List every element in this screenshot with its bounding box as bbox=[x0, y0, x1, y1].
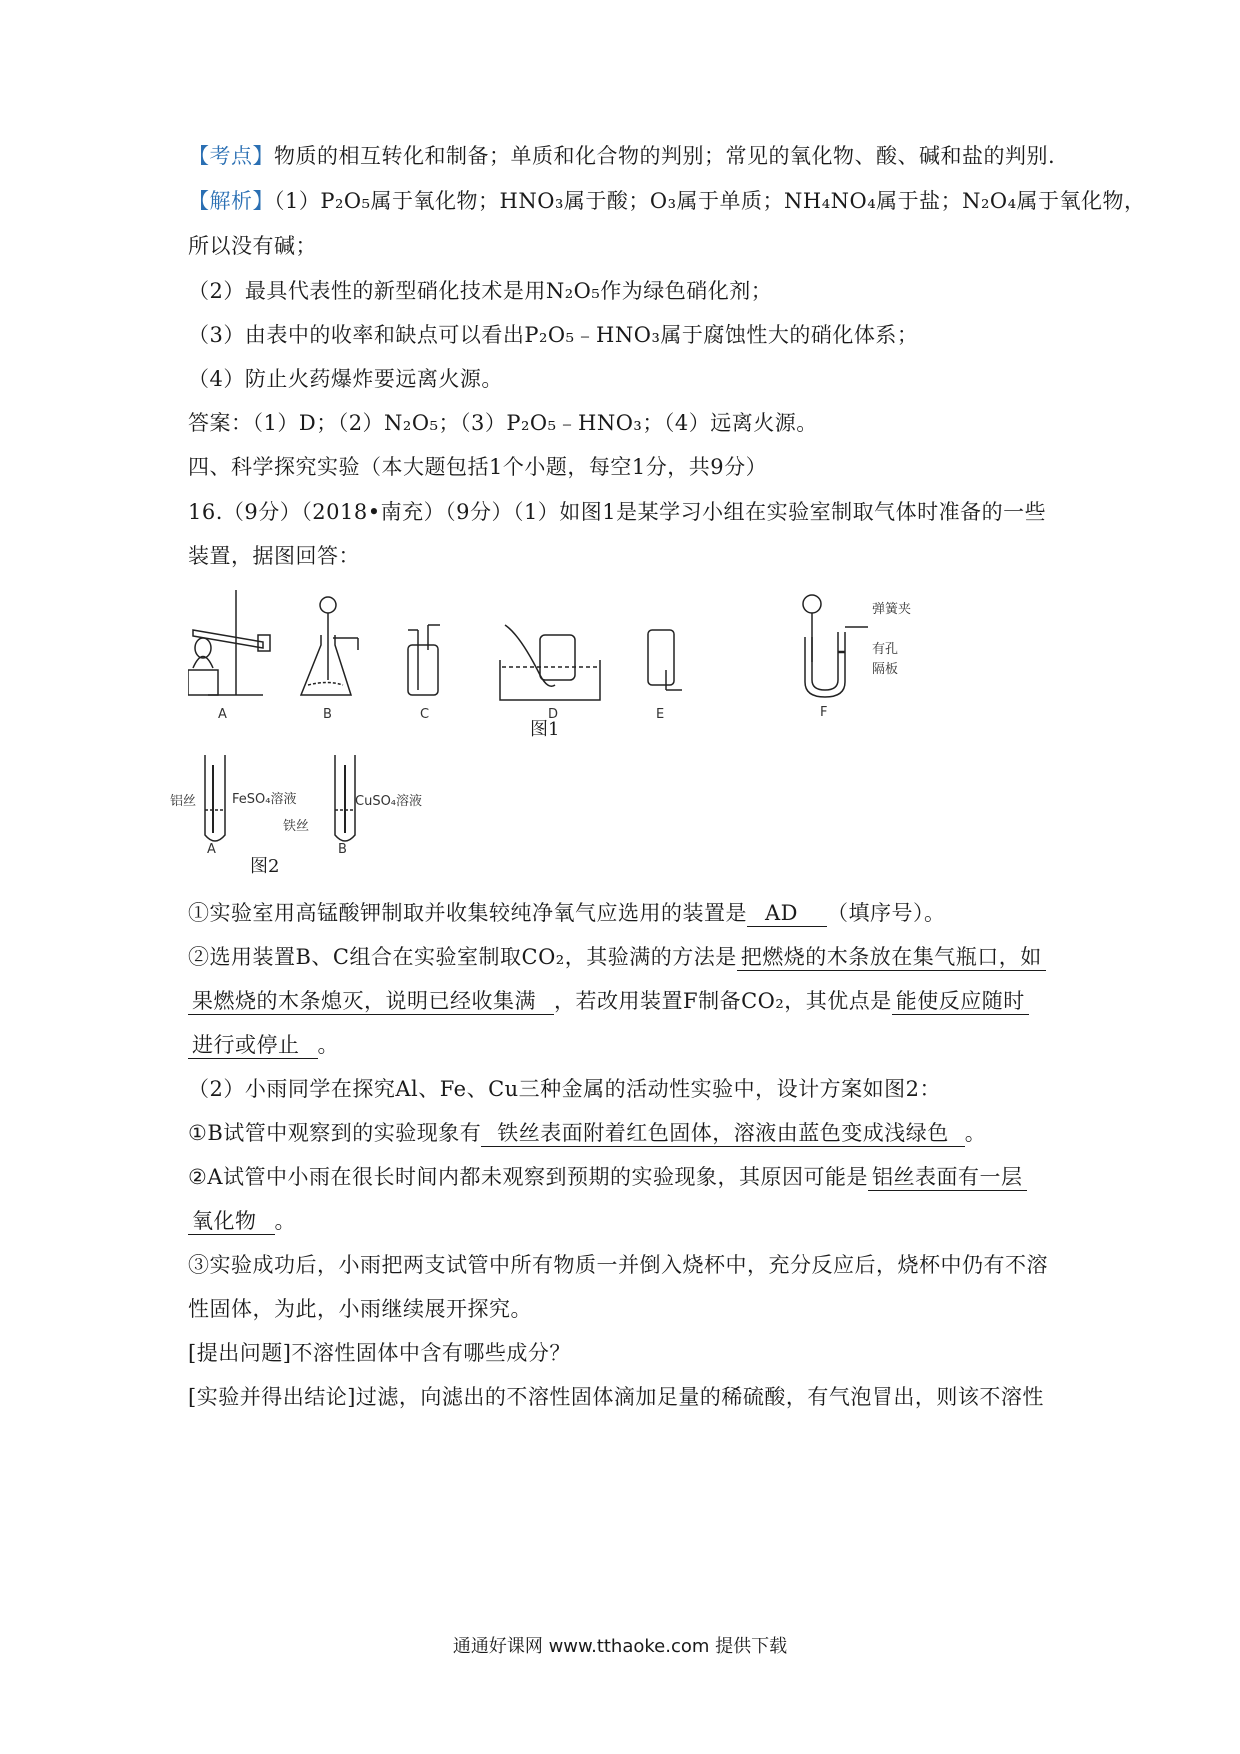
part-6-line-1: ③实验成功后，小雨把两支试管中所有物质一并倒入烧杯中，充分反应后，烧杯中仍有不溶 bbox=[188, 1253, 1048, 1277]
fig2-label-b: B bbox=[338, 842, 347, 857]
jiexi-line-4: （3）由表中的收率和缺点可以看出P₂O₅﹣HNO₃属于腐蚀性大的硝化体系； bbox=[188, 323, 919, 347]
part-1-text: ①实验室用高锰酸钾制取并收集较纯净氧气应选用的装置是 bbox=[188, 901, 747, 925]
part-5-answer-2: 氧化物 bbox=[188, 1208, 275, 1235]
part-5-answer-1: 铝丝表面有一层 bbox=[868, 1164, 1027, 1191]
kaodian-line bbox=[188, 141, 1055, 171]
part-1-answer: AD bbox=[747, 900, 827, 927]
jiexi-line-3: （2）最具代表性的新型硝化技术是用N₂O₅作为绿色硝化剂； bbox=[188, 279, 773, 303]
fe-wire-label: 铁丝 bbox=[283, 819, 310, 834]
perforated-plate-label-1: 有孔 bbox=[872, 642, 899, 657]
jiexi-line-1 bbox=[188, 186, 1146, 216]
part-5-suffix: 。 bbox=[274, 1209, 296, 1233]
part-2-answer-2: 果燃烧的木条熄灭，说明已经收集满 bbox=[188, 988, 554, 1015]
fig1-label-c: C bbox=[420, 707, 430, 722]
apparatus-e bbox=[648, 630, 682, 690]
part-4-answer: 铁丝表面附着红色固体，溶液由蓝色变成浅绿色 bbox=[481, 1120, 965, 1147]
feso4-label: FeSO₄溶液 bbox=[232, 792, 297, 807]
fig1-label-d: D bbox=[548, 707, 559, 722]
test-tube-a bbox=[205, 755, 225, 841]
al-wire-label: 铝丝 bbox=[170, 794, 197, 809]
question-16-line-1: 16.（9分）（2018•南充）（9分）（1）如图1是某学习小组在实验室制取气体时准备的一些 bbox=[188, 500, 1047, 524]
kaodian-tag: 【考点】 bbox=[188, 144, 274, 168]
apparatus-f-drawing bbox=[800, 592, 870, 707]
test-tube-b bbox=[335, 755, 355, 841]
part-2-text: ②选用装置B、C组合在实验室制取CO₂，其验满的方法是 bbox=[188, 945, 737, 969]
spring-clip-label: 弹簧夹 bbox=[872, 602, 912, 617]
fig1-label-f: F bbox=[820, 705, 828, 720]
part-4-line bbox=[188, 1118, 986, 1148]
part-5-line-1 bbox=[188, 1162, 1027, 1192]
section-title: 四、科学探究实验（本大题包括1个小题，每空1分，共9分） bbox=[188, 455, 768, 479]
part-5-text: ②A试管中小雨在很长时间内都未观察到预期的实验现象，其原因可能是 bbox=[188, 1165, 868, 1189]
part-2-answer-4: 进行或停止 bbox=[188, 1032, 318, 1059]
conclusion-line: [实验并得出结论]过滤，向滤出的不溶性固体滴加足量的稀硫酸，有气泡冒出，则该不溶性 bbox=[188, 1385, 1044, 1409]
figure-2 bbox=[200, 755, 430, 865]
jiexi-line-2: 所以没有碱； bbox=[188, 234, 317, 258]
part-2-suffix: 。 bbox=[317, 1033, 339, 1057]
part-1-line bbox=[188, 898, 946, 928]
part-2-answer-1: 把燃烧的木条放在集气瓶口，如 bbox=[737, 944, 1046, 971]
figure-2-title: 图2 bbox=[250, 856, 280, 877]
jiexi-line-5: （4）防止火药爆炸要远离火源。 bbox=[188, 367, 503, 391]
part-2-line-3 bbox=[188, 1030, 339, 1060]
part-5-line-2 bbox=[188, 1206, 296, 1236]
fig1-label-e: E bbox=[656, 707, 665, 722]
jiexi-tag: 【解析】 bbox=[188, 189, 274, 213]
page-footer: 通通好课网 www.tthaoke.com 提供下载 bbox=[452, 1636, 788, 1657]
part-3-line: （2）小雨同学在探究Al、Fe、Cu三种金属的活动性实验中，设计方案如图2： bbox=[188, 1077, 942, 1101]
cuso4-label: CuSO₄溶液 bbox=[355, 794, 423, 809]
question-heading: [提出问题]不溶性固体中含有哪些成分？ bbox=[188, 1341, 571, 1365]
figure-1 bbox=[188, 590, 748, 750]
part-4-text: ①B试管中观察到的实验现象有 bbox=[188, 1121, 482, 1145]
part-6-line-2: 性固体，为此，小雨继续展开探究。 bbox=[188, 1297, 532, 1321]
kaodian-text: 物质的相互转化和制备；单质和化合物的判别；常见的氧化物、酸、碱和盐的判别. bbox=[274, 144, 1056, 168]
part-2-mid-text: ，若改用装置F制备CO₂，其优点是 bbox=[554, 989, 892, 1013]
apparatus-d bbox=[500, 625, 600, 700]
perforated-plate-label-2: 隔板 bbox=[872, 662, 899, 677]
answer-line: 答案：（1）D；（2）N₂O₅；（3）P₂O₅﹣HNO₃；（4）远离火源。 bbox=[188, 411, 818, 435]
fig2-label-a: A bbox=[207, 842, 216, 857]
jiexi-text-1: （1）P₂O₅属于氧化物；HNO₃属于酸；O₃属于单质；NH₄NO₄属于盐；N₂O₄属于氧化物， bbox=[274, 189, 1146, 213]
part-1-suffix: （填序号）。 bbox=[827, 901, 946, 925]
fig1-label-b: B bbox=[323, 707, 332, 722]
part-2-answer-3: 能使反应随时 bbox=[892, 988, 1029, 1015]
apparatus-a bbox=[188, 590, 270, 695]
question-16-line-2: 装置，据图回答： bbox=[188, 544, 360, 568]
part-4-suffix: 。 bbox=[964, 1121, 987, 1145]
figure-1-title: 图1 bbox=[530, 719, 560, 740]
apparatus-b bbox=[301, 597, 358, 695]
part-2-line-1 bbox=[188, 942, 1046, 972]
apparatus-c bbox=[408, 625, 440, 695]
part-2-line-2 bbox=[188, 986, 1029, 1016]
fig1-label-a: A bbox=[218, 707, 227, 722]
